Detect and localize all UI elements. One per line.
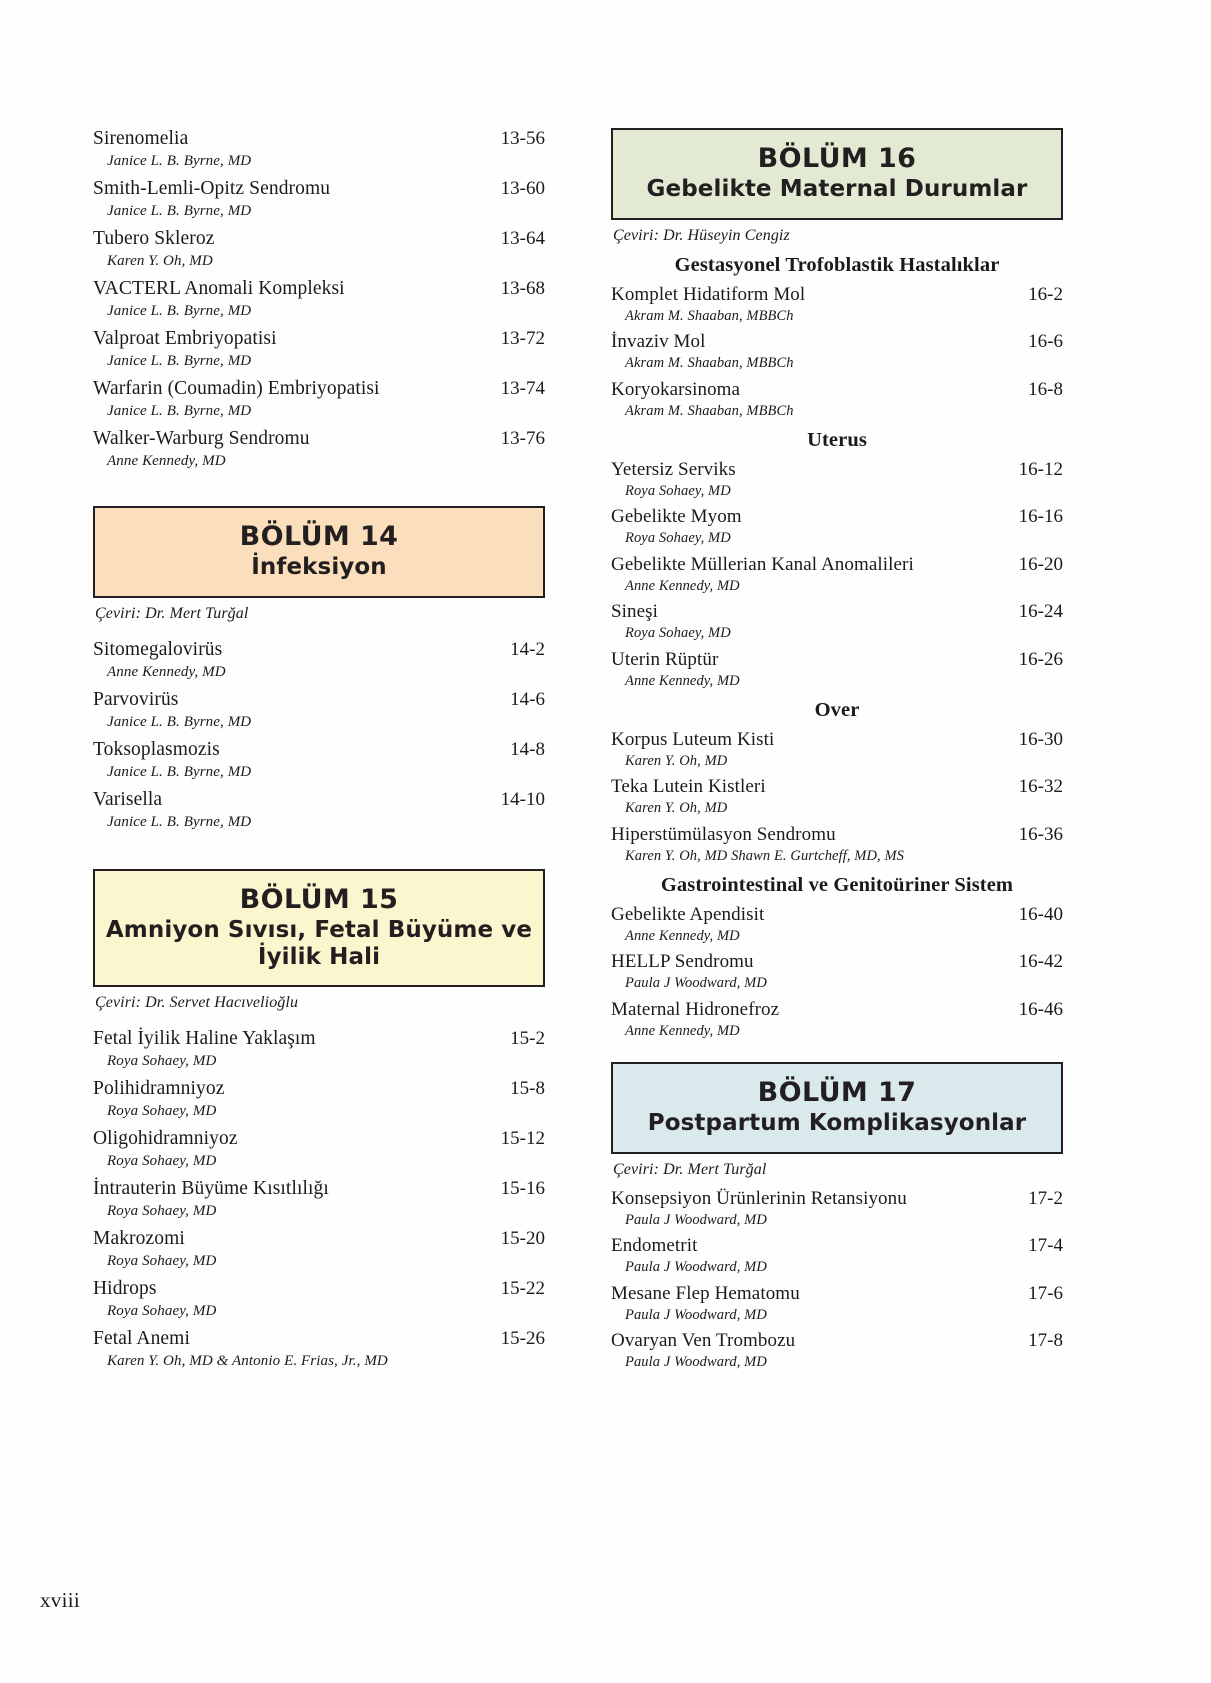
translator-credit: Çeviri: Dr. Servet Hacıvelioğlu [95, 994, 299, 1012]
toc-entry[interactable] [611, 379, 1063, 420]
toc-entry[interactable] [93, 378, 545, 420]
toc-entry[interactable] [611, 506, 1063, 547]
entry-title: Smith-Lemli-Opitz Sendromu [93, 178, 331, 199]
entry-author: Janice L. B. Byrne, MD [107, 403, 252, 419]
section-entry-list [611, 459, 1063, 690]
entry-page-number: 16-32 [1018, 776, 1063, 798]
section-heading: Over [814, 698, 860, 721]
toc-entry[interactable] [93, 1078, 545, 1120]
toc-entry[interactable] [611, 459, 1063, 500]
entry-page-number: 13-64 [500, 228, 545, 249]
chapter-banner-16[interactable] [611, 128, 1063, 220]
entry-title: Fetal Anemi [93, 1328, 190, 1350]
entry-author: Karen Y. Oh, MD Shawn E. Gurtcheff, MD, MS [625, 847, 905, 864]
entry-title: Makrozomi [93, 1228, 185, 1250]
translator-credit: Çeviri: Dr. Mert Turğal [613, 1161, 767, 1178]
toc-entry[interactable] [611, 824, 1063, 865]
entry-page-number: 17-8 [1028, 1330, 1063, 1352]
toc-entry[interactable] [93, 1128, 545, 1170]
entry-author: Roya Sohaey, MD [625, 530, 731, 547]
entry-title: Ovaryan Ven Trombozu [611, 1330, 796, 1352]
chapter-number: BÖLÜM 15 [239, 883, 399, 915]
entry-page-number: 13-68 [500, 278, 545, 299]
entry-page-number: 16-24 [1018, 601, 1063, 623]
entry-title: Sitomegalovirüs [93, 638, 223, 660]
toc-entry[interactable] [93, 228, 545, 270]
toc-entry[interactable] [611, 1188, 1063, 1229]
entry-title: VACTERL Anomali Kompleksi [93, 278, 345, 299]
entry-title: Sineşi [611, 601, 659, 623]
translator-credit: Çeviri: Dr. Hüseyin Cengiz [613, 226, 790, 244]
entry-author: Janice L. B. Byrne, MD [107, 203, 252, 219]
toc-entry[interactable] [611, 904, 1063, 945]
entry-page-number: 16-16 [1018, 506, 1063, 528]
chapter-banner-14[interactable] [93, 506, 545, 598]
toc-entry[interactable] [93, 739, 545, 781]
entry-page-number: 16-6 [1028, 331, 1063, 353]
entry-page-number: 15-20 [500, 1228, 545, 1250]
chapter-title: Gebelikte Maternal Durumlar [646, 175, 1028, 202]
entry-page-number: 13-56 [500, 128, 545, 149]
entry-page-number: 15-2 [510, 1028, 545, 1050]
entry-page-number: 16-36 [1018, 823, 1063, 845]
entry-page-number: 16-30 [1018, 728, 1063, 750]
entry-author: Akram M. Shaaban, MBBCh [625, 307, 794, 324]
entry-page-number: 16-2 [1028, 283, 1063, 305]
entry-page-number: 16-46 [1018, 998, 1063, 1020]
toc-entry[interactable] [93, 128, 545, 170]
entry-page-number: 15-26 [500, 1328, 545, 1350]
toc-entry[interactable] [611, 1235, 1063, 1276]
entry-author: Janice L. B. Byrne, MD [107, 303, 252, 319]
two-column-layout [93, 128, 1118, 1378]
entry-author: Anne Kennedy, MD [625, 672, 740, 689]
entry-title: Uterin Rüptür [611, 648, 719, 670]
toc-entry[interactable] [93, 1228, 545, 1270]
entry-page-number: 16-40 [1018, 904, 1063, 926]
entry-page-number: 17-4 [1028, 1235, 1063, 1257]
entry-title: Walker-Warburg Sendromu [93, 428, 310, 449]
entry-page-number: 16-20 [1018, 553, 1063, 575]
translator-credit: Çeviri: Dr. Mert Turğal [95, 604, 249, 622]
toc-entry[interactable] [93, 1278, 545, 1320]
toc-entry[interactable] [93, 639, 545, 681]
toc-entry[interactable] [611, 1330, 1063, 1371]
entry-author: Paula J Woodward, MD [625, 1259, 767, 1276]
left-column [93, 128, 545, 1378]
entry-author: Paula J Woodward, MD [625, 1306, 767, 1323]
toc-entry[interactable] [93, 689, 545, 731]
chapter-title: Amniyon Sıvısı, Fetal Büyüme ve İyilik Hali [105, 916, 533, 970]
entry-page-number: 17-6 [1028, 1282, 1063, 1304]
toc-entry[interactable] [611, 331, 1063, 372]
entry-author: Karen Y. Oh, MD [625, 800, 728, 817]
entry-title: Sirenomelia [93, 128, 189, 149]
entry-title: İnvaziv Mol [611, 331, 706, 353]
chapter-banner-17[interactable] [611, 1062, 1063, 1154]
entry-author: Karen Y. Oh, MD & Antonio E. Frias, Jr., MD [107, 1353, 388, 1370]
entry-title: Gebelikte Müllerian Kanal Anomalileri [611, 553, 914, 575]
entry-title: İntrauterin Büyüme Kısıtlılığı [93, 1178, 329, 1200]
entry-title: Komplet Hidatiform Mol [611, 283, 806, 305]
entry-author: Roya Sohaey, MD [107, 1153, 217, 1170]
toc-entry[interactable] [93, 1028, 545, 1070]
entry-author: Paula J Woodward, MD [625, 1212, 767, 1228]
entry-author: Roya Sohaey, MD [107, 1103, 217, 1120]
entry-author: Janice L. B. Byrne, MD [107, 813, 252, 830]
entry-page-number: 14-6 [510, 688, 545, 710]
chapter-title: Postpartum Komplikasyonlar [647, 1110, 1027, 1137]
entry-title: Teka Lutein Kistleri [611, 776, 766, 798]
entry-title: Korpus Luteum Kisti [611, 728, 775, 750]
toc-entry[interactable] [611, 999, 1063, 1040]
toc-entry[interactable] [611, 284, 1063, 325]
toc-entry[interactable] [611, 601, 1063, 642]
entry-author: Janice L. B. Byrne, MD [107, 353, 252, 369]
toc-entry[interactable] [611, 649, 1063, 690]
entry-title: Maternal Hidronefroz [611, 998, 780, 1020]
entry-author: Roya Sohaey, MD [107, 1303, 217, 1320]
entry-author: Anne Kennedy, MD [625, 928, 740, 945]
entry-page-number: 17-2 [1028, 1188, 1063, 1209]
entry-title: Valproat Embriyopatisi [93, 328, 277, 349]
toc-entry[interactable] [93, 178, 545, 220]
entry-page-number: 16-12 [1018, 458, 1063, 480]
section-heading: Gestasyonel Trofoblastik Hastalıklar [674, 253, 1000, 276]
entry-page-number: 15-16 [500, 1178, 545, 1200]
toc-entry[interactable] [611, 729, 1063, 770]
entry-author: Anne Kennedy, MD [625, 1022, 740, 1039]
section-entry-list [611, 729, 1063, 865]
toc-entry[interactable] [93, 789, 545, 831]
entry-page-number: 16-26 [1018, 648, 1063, 670]
toc-entry[interactable] [93, 1328, 545, 1370]
entry-author: Janice L. B. Byrne, MD [107, 763, 252, 780]
entry-author: Paula J Woodward, MD [625, 1354, 767, 1371]
entry-title: Tubero Skleroz [93, 228, 215, 249]
entry-title: Hidrops [93, 1278, 157, 1300]
entry-author: Akram M. Shaaban, MBBCh [625, 355, 794, 372]
entry-title: Oligohidramniyoz [93, 1128, 238, 1150]
toc-entry[interactable] [93, 328, 545, 370]
entry-author: Anne Kennedy, MD [107, 453, 226, 469]
chapter17-entry-list [611, 1188, 1063, 1372]
entry-author: Paula J Woodward, MD [625, 975, 767, 992]
chapter-number: BÖLÜM 16 [757, 143, 917, 174]
entry-title: Varisella [93, 788, 163, 810]
entry-title: Gebelikte Myom [611, 506, 742, 528]
entry-author: Karen Y. Oh, MD [625, 752, 728, 769]
page-folio: xviii [40, 1588, 81, 1612]
entry-author: Anne Kennedy, MD [107, 663, 226, 680]
entry-author: Janice L. B. Byrne, MD [107, 713, 252, 730]
entry-page-number: 16-8 [1028, 378, 1063, 400]
entry-page-number: 15-12 [500, 1128, 545, 1150]
section-entry-list [611, 284, 1063, 420]
entry-title: Yetersiz Serviks [611, 458, 736, 480]
entry-title: Toksoplasmozis [93, 738, 220, 760]
entry-page-number: 13-60 [500, 178, 545, 199]
entry-page-number: 15-8 [510, 1078, 545, 1100]
entry-title: Endometrit [611, 1235, 698, 1257]
chapter-banner-15[interactable] [93, 869, 545, 988]
toc-entry[interactable] [611, 951, 1063, 992]
entry-title: Polihidramniyoz [93, 1078, 225, 1100]
entry-title: Konsepsiyon Ürünlerinin Retansiyonu [611, 1188, 907, 1209]
entry-author: Roya Sohaey, MD [107, 1053, 217, 1070]
section-heading: Gastrointestinal ve Genitoüriner Sistem [660, 874, 1014, 897]
entry-page-number: 16-42 [1018, 951, 1063, 973]
entry-author: Roya Sohaey, MD [625, 625, 731, 642]
chapter15-entry-list [93, 1028, 545, 1370]
entry-author: Roya Sohaey, MD [107, 1253, 217, 1270]
entry-title: Warfarin (Coumadin) Embriyopatisi [93, 378, 380, 399]
entry-page-number: 13-74 [500, 378, 545, 399]
section-heading: Uterus [807, 428, 867, 451]
entry-title: HELLP Sendromu [611, 951, 754, 973]
entry-author: Anne Kennedy, MD [625, 577, 740, 594]
entry-page-number: 14-2 [510, 638, 545, 660]
entry-author: Roya Sohaey, MD [107, 1203, 217, 1220]
right-column [611, 128, 1063, 1378]
entry-title: Koryokarsinoma [611, 378, 741, 400]
entry-author: Roya Sohaey, MD [625, 482, 731, 499]
section-entry-list [611, 904, 1063, 1040]
entry-title: Hiperstümülasyon Sendromu [611, 823, 836, 845]
chapter-title: İnfeksiyon [251, 553, 387, 580]
entry-author: Karen Y. Oh, MD [107, 253, 213, 269]
entry-page-number: 15-22 [500, 1278, 545, 1300]
entry-page-number: 13-72 [500, 328, 545, 349]
chapter-number: BÖLÜM 17 [757, 1077, 917, 1109]
entry-author: Janice L. B. Byrne, MD [107, 153, 252, 169]
toc-entry[interactable] [611, 1283, 1063, 1324]
entry-page-number: 14-8 [510, 738, 545, 760]
chapter-number: BÖLÜM 14 [239, 521, 399, 552]
entry-title: Gebelikte Apendisit [611, 904, 765, 926]
toc-entry[interactable] [93, 428, 545, 470]
toc-entry[interactable] [93, 278, 545, 320]
toc-entry[interactable] [611, 776, 1063, 817]
entry-title: Mesane Flep Hematomu [611, 1282, 800, 1304]
entry-title: Parvovirüs [93, 688, 179, 710]
chapter14-entry-list [93, 639, 545, 831]
entry-author: Akram M. Shaaban, MBBCh [625, 402, 794, 419]
entry-title: Fetal İyilik Haline Yaklaşım [93, 1028, 316, 1050]
toc-entry[interactable] [93, 1178, 545, 1220]
entry-page-number: 13-76 [500, 428, 545, 449]
toc-entry[interactable] [611, 554, 1063, 595]
entry-page-number: 14-10 [500, 788, 545, 810]
chapter13-entry-list [93, 128, 545, 470]
